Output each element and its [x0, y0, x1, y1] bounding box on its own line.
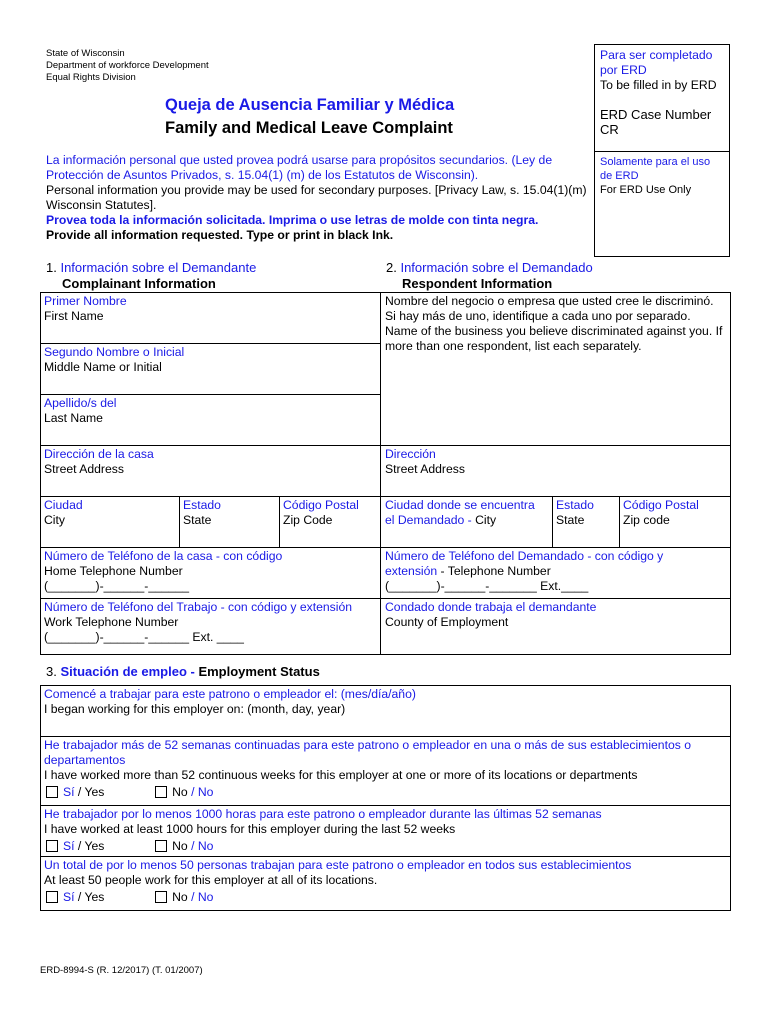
respondent-zip-label-es: Código Postal: [623, 498, 699, 512]
section3-heading: [46, 664, 320, 680]
yes-label-en: / Yes: [74, 890, 105, 904]
no-label-es: / No: [187, 839, 214, 853]
erd-case-number: [600, 107, 711, 137]
no-label-en: No: [172, 785, 188, 799]
respondent-street-label-en: Street Address: [385, 462, 465, 476]
privacy-notice-en: Personal information you provide may be used for secondary purposes. [Privacy Law, s. 15.04(1)(m) Wisconsin Statutes].: [46, 183, 587, 212]
county-field[interactable]: [381, 598, 731, 655]
instructions-en: Provide all information requested. Type or print in black Ink.: [46, 228, 394, 242]
employees-no-option[interactable]: [155, 890, 213, 904]
respondent-street-field[interactable]: [381, 445, 731, 496]
hours-no-checkbox[interactable]: [155, 840, 167, 852]
erd-use-note: [600, 155, 710, 197]
section2-heading: [386, 260, 593, 292]
state-field[interactable]: [179, 496, 279, 547]
county-label-es: Condado donde trabaja el demandante: [385, 600, 597, 614]
respondent-phone-label-es-1: Número de Teléfono del Demandado - con código y: [385, 549, 664, 563]
section3-number: 3.: [46, 664, 57, 679]
zip-label-es: Código Postal: [283, 498, 359, 512]
weeks-question-es: He trabajador más de 52 semanas continuadas para este patrono o empleador en una o más de sus establecimientos o departamentos: [44, 738, 692, 767]
hours-question-en: I have worked at least 1000 hours for this employer during the last 52 weeks: [44, 822, 456, 836]
weeks-yes-option[interactable]: [46, 785, 104, 799]
hours-question-es: He trabajador por lo menos 1000 horas para este patrono o empleador durante las últimas 52 semanas: [44, 807, 602, 821]
erd-use-es-2: de ERD: [600, 170, 639, 182]
respondent-phone-blank: (_______)-______-_______ Ext.____: [385, 579, 589, 593]
section2-title-en: Respondent Information: [402, 276, 553, 291]
work-phone-label-en: Work Telephone Number: [44, 615, 179, 629]
weeks-yes-checkbox[interactable]: [46, 786, 58, 798]
erd-fill-es-2: por ERD: [600, 63, 647, 77]
respondent-city-label-en: City: [471, 513, 497, 527]
respondent-state-field[interactable]: [552, 496, 619, 547]
section1-title-en: Complainant Information: [62, 276, 216, 291]
respondent-zip-field[interactable]: [619, 496, 731, 547]
employees-no-checkbox[interactable]: [155, 891, 167, 903]
work-phone-label-es: Número de Teléfono del Trabajo - con código y extensión: [44, 600, 353, 614]
erd-use-es-1: Solamente para el uso: [600, 156, 711, 168]
last-name-field[interactable]: [40, 394, 380, 445]
middle-name-field[interactable]: [40, 343, 380, 394]
respondent-city-label-es-1: Ciudad donde se encuentra: [385, 498, 535, 512]
agency-line: Department of workforce Development: [46, 60, 209, 71]
erd-use-en: For ERD Use Only: [600, 184, 692, 196]
erd-fill-es-1: Para ser completado: [600, 48, 713, 62]
no-label-es: / No: [187, 785, 214, 799]
first-name-label-en: First Name: [44, 309, 104, 323]
respondent-phone-label-en: - Telephone Number: [437, 564, 551, 578]
state-label-en: State: [183, 513, 212, 527]
employees-question-es: Un total de por lo menos 50 personas trabajan para este patrono o empleador en todos sus establecimientos: [44, 858, 632, 872]
respondent-phone-field[interactable]: [381, 547, 731, 598]
last-name-label-en: Last Name: [44, 411, 103, 425]
privacy-notice: [46, 153, 591, 213]
weeks-question-en: I have worked more than 52 continuous weeks for this employer at one or more of its locations or departments: [44, 768, 638, 782]
no-label-en: No: [172, 839, 188, 853]
weeks-no-checkbox[interactable]: [155, 786, 167, 798]
work-phone-blank: (_______)-______-______ Ext. ____: [44, 630, 244, 644]
zip-label-en: Zip Code: [283, 513, 333, 527]
city-label-en: City: [44, 513, 65, 527]
erd-case-label: ERD Case Number: [600, 107, 712, 122]
respondent-city-label-es-2: el Demandado -: [385, 513, 472, 527]
section1-title-es: Información sobre el Demandante: [60, 260, 257, 275]
erd-case-value: CR: [600, 122, 619, 137]
weeks-question: [40, 736, 731, 805]
hours-question: [40, 805, 731, 856]
no-label-es: / No: [187, 890, 214, 904]
business-label-es: Nombre del negocio o empresa que usted cree le discriminó. Si hay más de uno, identifique a cada uno por separado.: [385, 294, 714, 323]
instructions-es: Provea toda la información solicitada. Imprima o use letras de molde con tinta negra.: [46, 213, 539, 227]
street-label-en: Street Address: [44, 462, 124, 476]
middle-name-label-es: Segundo Nombre o Inicial: [44, 345, 185, 359]
work-phone-field[interactable]: [40, 598, 380, 655]
section3-title-es: Situación de empleo -: [60, 664, 195, 679]
employees-yes-option[interactable]: [46, 890, 104, 904]
start-date-field[interactable]: [40, 685, 731, 736]
business-name-field[interactable]: [381, 292, 731, 445]
respondent-zip-label-en: Zip code: [623, 513, 670, 527]
instructions: [46, 213, 591, 243]
city-field[interactable]: [40, 496, 179, 547]
business-label-en: Name of the business you believe discriminated against you. If more than one respondent, list each separately.: [385, 324, 723, 353]
hours-no-option[interactable]: [155, 839, 213, 853]
respondent-state-label-es: Estado: [556, 498, 594, 512]
page-title-es: Queja de Ausencia Familiar y Médica: [165, 96, 455, 114]
erd-fill-note: [600, 48, 717, 93]
employees-yes-checkbox[interactable]: [46, 891, 58, 903]
middle-name-label-en: Middle Name or Initial: [44, 360, 162, 374]
home-phone-label-es: Número de Teléfono de la casa - con código: [44, 549, 283, 563]
employees-question-en: At least 50 people work for this employer at all of its locations.: [44, 873, 378, 887]
hours-yes-option[interactable]: [46, 839, 104, 853]
section2-title-es: Información sobre el Demandado: [400, 260, 593, 275]
section3-title-en: Employment Status: [194, 664, 320, 679]
county-label-en: County of Employment: [385, 615, 509, 629]
yes-label-es: Sí: [63, 785, 75, 799]
respondent-city-field[interactable]: [381, 496, 552, 547]
weeks-no-option[interactable]: [155, 785, 213, 799]
page-title: Family and Medical Leave Complaint: [165, 119, 453, 137]
city-label-es: Ciudad: [44, 498, 83, 512]
home-phone-field[interactable]: [40, 547, 380, 598]
erd-box-divider: [594, 151, 730, 152]
section1-heading: [46, 260, 256, 292]
privacy-notice-es: La información personal que usted provea podrá usarse para propósitos secundarios. (Ley de Protección de Asuntos Privados, s. 15.04(1) (m) de los Estatutos de Wisconsin).: [46, 153, 553, 182]
home-phone-label-en: Home Telephone Number: [44, 564, 183, 578]
street-label-es: Dirección de la casa: [44, 447, 154, 461]
first-name-label-es: Primer Nombre: [44, 294, 127, 308]
agency-line: Equal Rights Division: [46, 72, 136, 83]
employees-question: [40, 856, 731, 911]
first-name-field[interactable]: [40, 292, 380, 343]
start-date-label-es: Comencé a trabajar para este patrono o empleador el: (mes/día/año): [44, 687, 416, 701]
section1-number: 1.: [46, 260, 57, 275]
last-name-label-es: Apellido/s del: [44, 396, 117, 410]
respondent-state-label-en: State: [556, 513, 585, 527]
no-label-en: No: [172, 890, 188, 904]
section2-number: 2.: [386, 260, 397, 275]
yes-label-es: Sí: [63, 839, 75, 853]
state-label-es: Estado: [183, 498, 221, 512]
home-phone-blank: (_______)-______-______: [44, 579, 190, 593]
zip-field[interactable]: [279, 496, 380, 547]
hours-yes-checkbox[interactable]: [46, 840, 58, 852]
respondent-phone-label-es-2: extensión: [385, 564, 438, 578]
agency-block: [46, 48, 209, 84]
erd-fill-en: To be filled in by ERD: [600, 78, 717, 92]
agency-line: State of Wisconsin: [46, 48, 125, 59]
respondent-street-label-es: Dirección: [385, 447, 436, 461]
yes-label-en: / Yes: [74, 785, 105, 799]
yes-label-en: / Yes: [74, 839, 105, 853]
yes-label-es: Sí: [63, 890, 75, 904]
start-date-label-en: I began working for this employer on: (month, day, year): [44, 702, 346, 716]
form-id: ERD-8994-S (R. 12/2017) (T. 01/2007): [40, 965, 203, 976]
street-address-field[interactable]: [40, 445, 380, 496]
